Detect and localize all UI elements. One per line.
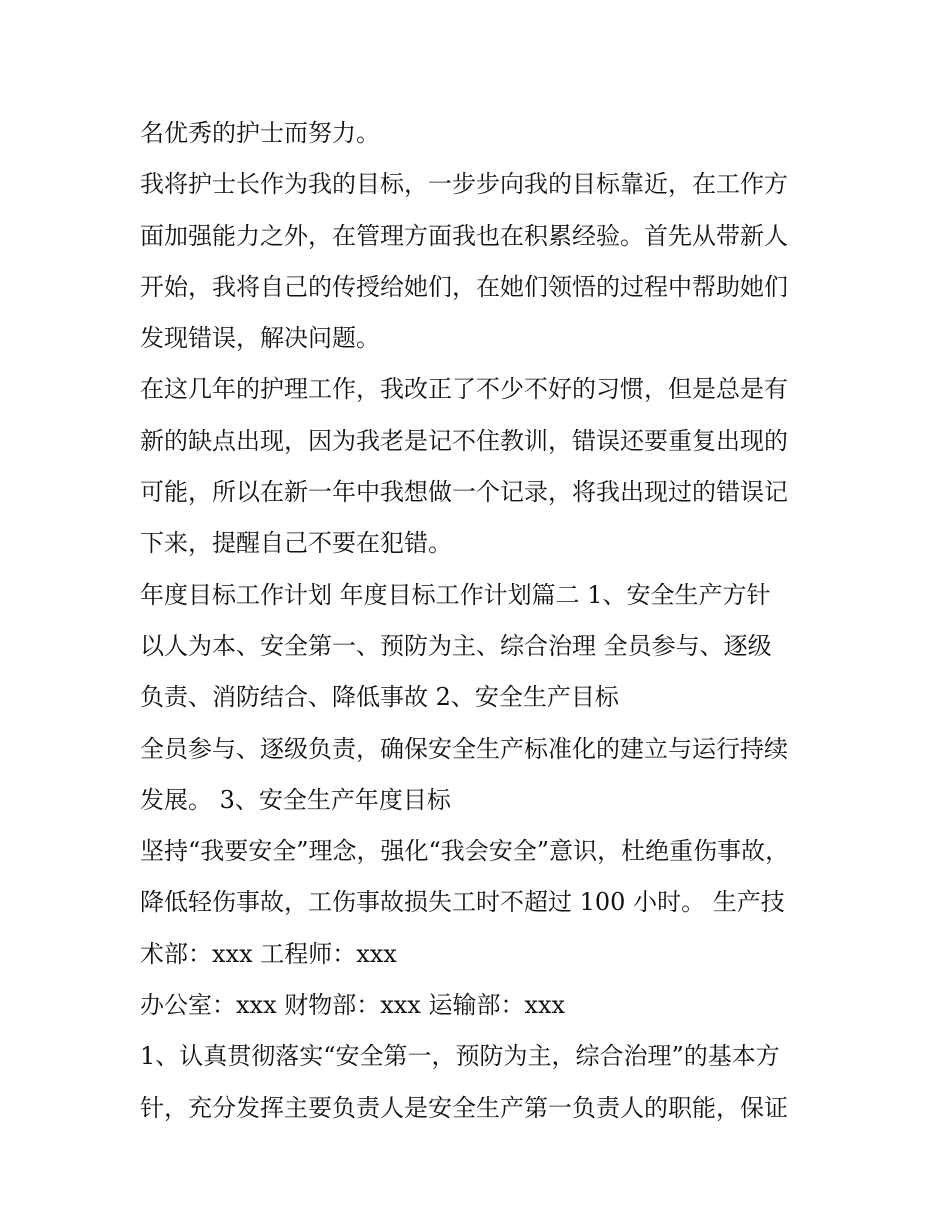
text-line: 全员参与、逐级负责，确保安全生产标准化的建立与运行持续 (140, 734, 788, 763)
text-line: 开始，我将自己的传授给她们，在她们领悟的过程中帮助她们 (140, 272, 788, 301)
text-line: 负责、消防结合、降低事故 2、安全生产目标 (140, 683, 619, 712)
text-line: 针，充分发挥主要负责人是安全生产第一负责人的职能，保证 (140, 1093, 788, 1122)
text-line: 在这几年的护理工作，我改正了不少不好的习惯，但是总是有 (140, 375, 788, 404)
text-line: 可能，所以在新一年中我想做一个记录，将我出现过的错误记 (140, 478, 788, 507)
text-line: 以人为本、安全第一、预防为主、综合治理 全员参与、逐级 (140, 631, 772, 660)
text-line: 下来，提醒自己不要在犯错。 (140, 529, 452, 558)
text-line: 1、认真贯彻落实“安全第一，预防为主，综合治理”的基本方 (140, 1042, 780, 1071)
text-line: 坚持“我要安全”理念，强化“我会安全”意识，杜绝重伤事故， (140, 837, 790, 866)
text-line: 办公室：xxx 财物部：xxx 运输部：xxx (140, 991, 566, 1020)
text-line: 新的缺点出现，因为我老是记不住教训，错误还要重复出现的 (140, 426, 788, 455)
text-line: 年度目标工作计划 年度目标工作计划篇二 1、安全生产方针 (140, 580, 771, 609)
text-line: 降低轻伤事故，工伤事故损失工时不超过 100 小时。 生产技 (140, 888, 785, 917)
text-line: 我将护士长作为我的目标，一步步向我的目标靠近，在工作方 (140, 170, 788, 199)
document-body (140, 108, 820, 1134)
text-line: 发现错误，解决问题。 (140, 324, 380, 353)
text-line: 术部：xxx 工程师：xxx (140, 939, 397, 968)
text-line: 名优秀的护士而努力。 (140, 119, 380, 147)
text-line: 面加强能力之外，在管理方面我也在积累经验。首先从带新人 (140, 221, 788, 250)
text-line: 发展。 3、安全生产年度目标 (140, 785, 451, 814)
